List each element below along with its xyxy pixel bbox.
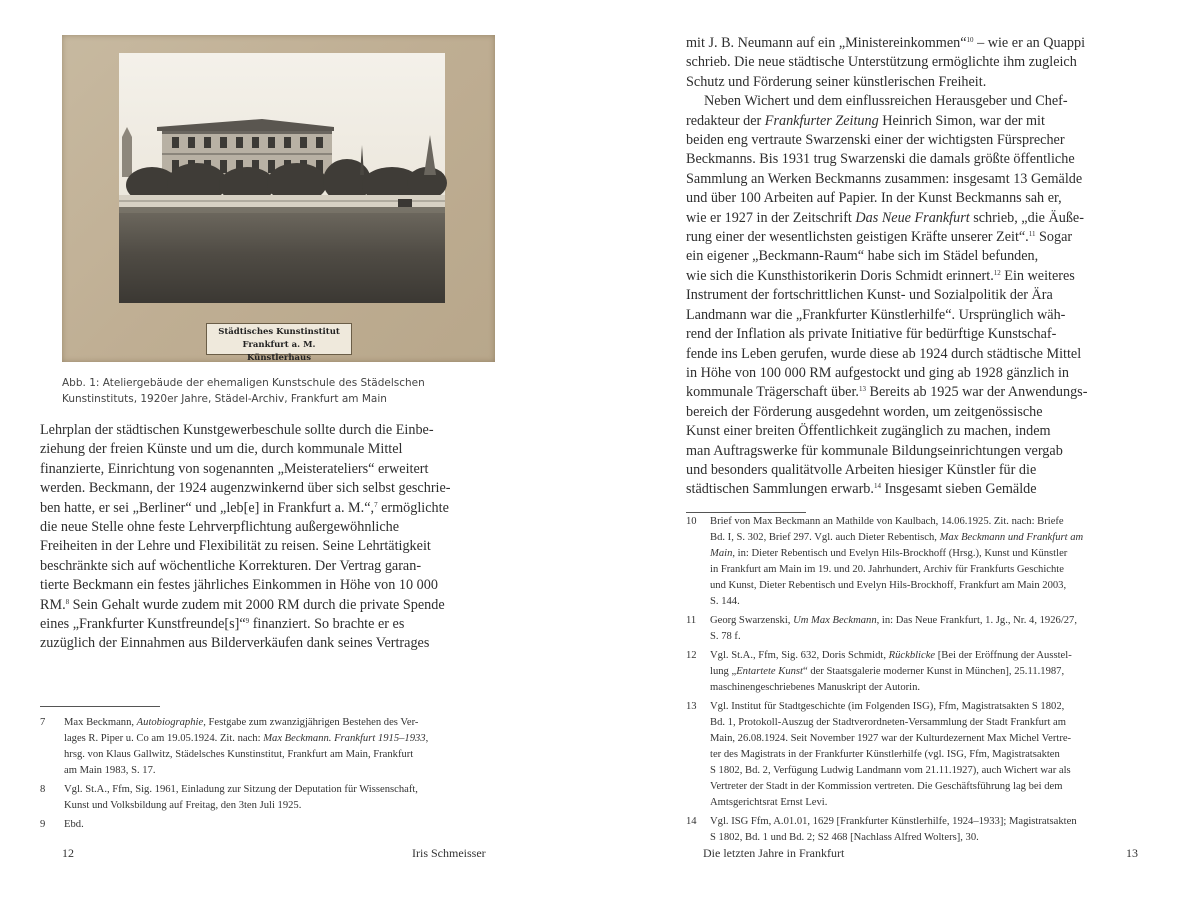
footnote-number: 9 (40, 819, 46, 830)
footnote-10 (686, 514, 1158, 610)
footnote-line: Main, 26.08.1924. Seit November 1927 war der Kulturdezernent Max Michel Vertre- (710, 733, 1072, 744)
italic-run: Um Max Beckmann (793, 615, 877, 626)
text-run: ben hatte, er sei „Berliner“ und „leb[e] in Frankfurt a. M.“, (40, 499, 375, 516)
text-run: Max Beckmann, (64, 717, 137, 728)
photo-label-line2: Künstlerhaus (246, 353, 312, 363)
text-line: Kunst einer breiten Öffentlichkeit zugänglich zu machen, indem (686, 423, 1051, 440)
footnote-ref-11[interactable]: 11 (1028, 230, 1036, 239)
text-line: finanzierte, Einrichtung von sogenannten „Meisterateliers“ erweitert (40, 460, 429, 477)
text-line: und über 100 Arbeiten auf Papier. In der Kunst Beckmanns sah er, (686, 190, 1062, 207)
footnote-ref-7[interactable]: 7 (374, 500, 378, 509)
footnote-divider (40, 706, 160, 707)
photo-label-line1: Städtisches Kunstinstitut Frankfurt a. M. (218, 327, 340, 350)
text-run: wie er 1927 in der Zeitschrift (686, 209, 856, 226)
text-line: tierte Beckmann ein festes jährliches Einkommen in Höhe von 10 000 (40, 577, 438, 594)
text-line: bereich der Förderung ausgedehnt worden, um zeitgenössische (686, 403, 1043, 420)
figure-caption (62, 375, 482, 407)
text-run: Bereits ab 1925 war der Anwendungs- (865, 384, 1088, 401)
text-run: finanziert. So brachte er es (249, 616, 405, 633)
text-run: Heinrich Simon, war der mit (878, 112, 1045, 129)
text-run: lung „ (710, 666, 737, 677)
text-run: RM. (40, 596, 66, 613)
text-run: Insgesamt sieben Gemälde (880, 481, 1037, 498)
footnote-number: 14 (686, 816, 697, 827)
right-body-text (686, 34, 1156, 500)
footnote-8 (40, 782, 520, 814)
text-run: “ der Staatsgalerie moderner Kunst in München], 25.11.1987, (802, 666, 1065, 677)
text-line (686, 112, 1156, 131)
caption-line: Kunstinstituts, 1920er Jahre, Städel-Archiv, Frankfurt am Main (62, 393, 387, 405)
footnote-ref-14[interactable]: 14 (873, 482, 881, 491)
text-run: Georg Swarzenski, (710, 615, 794, 626)
photo-label-card (206, 323, 352, 363)
text-line (686, 267, 1156, 286)
footnote-line (710, 648, 1158, 664)
footnote-number: 13 (686, 701, 697, 712)
footnote-line: hrsg. von Klaus Gallwitz, Städelsches Kunstinstitut, Frankfurt am Main, Frankfurt (64, 749, 414, 760)
footnote-9 (40, 817, 520, 833)
footnote-ref-8[interactable]: 8 (65, 597, 70, 606)
text-run: – wie er an Quappi (973, 35, 1086, 51)
page-number-right: 13 (1126, 846, 1138, 860)
text-line: Sammlung an Werken Beckmanns zusammen: insgesamt 13 Gemälde (686, 170, 1083, 187)
text-line: Beckmanns. Bis 1931 trug Swarzenski die damals größte öffentliche (686, 151, 1075, 168)
text-run: eines „Frankfurter Kunstfreunde[s]“ (40, 616, 246, 633)
text-run: kommunale Trägerschaft über. (686, 384, 859, 401)
text-run: mit J. B. Neumann auf ein „Ministereinkommen“ (686, 35, 967, 51)
footnote-line: S 1802, Bd. 2, Verfügung Ludwig Landmann vom 21.11.1927), auch Wichert war als (710, 765, 1071, 776)
footnote-line: Ebd. (64, 819, 84, 830)
footnote-number: 7 (40, 717, 46, 728)
text-line (686, 228, 1156, 247)
footnote-line (710, 546, 1158, 562)
text-line: Landmann war die „Frankfurter Künstlerhilfe“. Ursprünglich wäh- (686, 306, 1066, 323)
footnote-line: Kunst und Volksbildung auf Freitag, den 3ten Juli 1925. (64, 800, 302, 811)
right-footnotes (686, 514, 1158, 849)
historic-photograph (62, 35, 495, 362)
left-body-text (40, 421, 520, 654)
footnote-line: Vertreter der Stadt in der Kommission vertreten. Die Geschäftsführung lag bei dem (710, 781, 1063, 792)
italic-run: Main (710, 548, 733, 559)
text-line (686, 34, 1156, 53)
text-run: städtischen Sammlungen erwarb. (686, 481, 874, 498)
text-run: Vgl. St.A., Ffm, Sig. 632, Doris Schmidt, (710, 650, 889, 661)
text-line: und besonders qualitätvolle Arbeiten hiesiger Künstler für die (686, 461, 1037, 478)
footnote-line: am Main 1983, S. 17. (64, 765, 156, 776)
footnote-number: 11 (686, 615, 697, 626)
text-line: schrieb. Die neue städtische Unterstützung ermöglichte ihm zugleich (686, 54, 1077, 71)
footnote-ref-13[interactable]: 13 (858, 385, 866, 394)
italic-run: Entartete Kunst (736, 666, 803, 677)
footnote-11 (686, 613, 1158, 645)
footnote-line: S. 144. (710, 596, 740, 607)
italic-run: Max Beckmann. Frankfurt 1915–1933 (263, 733, 426, 744)
text-line: ziehung der freien Künste und um die, durch kommunale Mittel (40, 441, 403, 458)
text-line: Instrument der fortschrittlichen Kunst- und Sozialpolitik der Ära (686, 287, 1053, 304)
footnote-line: S. 78 f. (710, 631, 741, 642)
text-run: wie sich die Kunsthistorikerin Doris Schmidt erinnert. (686, 267, 994, 284)
footnote-line: Vgl. St.A., Ffm, Sig. 1961, Einladung zur Sitzung der Deputation für Wissenschaft, (64, 784, 418, 795)
footnote-line: maschinengeschriebenes Manuskript der Autorin. (710, 682, 921, 693)
footnote-12 (686, 648, 1158, 696)
text-line: Schutz und Förderung seiner künstlerischen Freiheit. (686, 73, 987, 90)
footnote-line: Vgl. Institut für Stadtgeschichte (im Folgenden ISG), Ffm, Magistratsakten S 1802, (710, 701, 1065, 712)
text-run: redakteur der (686, 112, 765, 129)
text-run: [Bei der Eröffnung der Ausstel- (935, 650, 1072, 661)
text-line: ein eigener „Beckmann-Raum“ habe sich im Städel befunden, (686, 248, 1039, 265)
text-run: , (425, 733, 429, 744)
text-line: die neue Stelle ohne feste Lehrverpflichtung außergewöhnliche (40, 519, 400, 536)
footnote-line: ter des Magistrats in der Frankfurter Künstlerhilfe (vgl. ISG, Ffm, Magistratsakten (710, 749, 1060, 760)
running-head-right: Die letzten Jahre in Frankfurt (703, 846, 845, 860)
text-run: Ein weiteres (1000, 267, 1075, 284)
footnote-line: Brief von Max Beckmann an Mathilde von Kaulbach, 14.06.1925. Zit. nach: Briefe (710, 516, 1064, 527)
footnote-line (710, 613, 1158, 629)
text-line: beiden eng vertraute Swarzenski einer der wichtigsten Fürsprecher (686, 132, 1065, 149)
text-line: Neben Wichert und dem einflussreichen Herausgeber und Chef- (704, 93, 1068, 110)
text-line (40, 596, 520, 615)
footnote-7 (40, 715, 520, 779)
footnote-number: 12 (686, 650, 697, 661)
photo-art (62, 35, 495, 362)
footnote-ref-12[interactable]: 12 (993, 268, 1001, 277)
footnote-number: 8 (40, 784, 46, 795)
text-line: man Auftragswerke für kommunale Bildungseinrichtungen vergab (686, 442, 1063, 459)
text-run: lages R. Piper u. Co am 19.05.1924. Zit. nach: (64, 733, 264, 744)
footnote-line: Vgl. ISG Ffm, A.01.01, 1629 [Frankfurter Künstlerhilfe, 1924–1933]; Magistratsakten (710, 816, 1077, 827)
italic-run: Frankfurter Zeitung (764, 112, 879, 129)
text-run: ermöglichte (377, 499, 449, 516)
text-line (686, 383, 1156, 402)
footnote-line (710, 664, 1158, 680)
left-footnotes (40, 715, 520, 836)
text-run: Sein Gehalt wurde zudem mit 2000 RM durch die private Spende (69, 596, 445, 613)
text-run: , Festgabe zum zwanzigjährigen Bestehen des Ver- (203, 717, 419, 728)
footnote-ref-10[interactable]: 10 (966, 36, 974, 44)
text-run: , in: Das Neue Frankfurt, 1. Jg., Nr. 4, 1926/27, (876, 615, 1078, 626)
footnote-14 (686, 814, 1158, 846)
text-line (686, 209, 1156, 228)
text-line (40, 499, 520, 518)
text-line: fende ins Leben gerufen, wurde diese ab 1924 durch städtische Mittel (686, 345, 1082, 362)
text-line: Freiheiten in der Lehre und Flexibilität zu reisen. Seine Lehrtätigkeit (40, 538, 431, 555)
italic-run: Rückblicke (888, 650, 936, 661)
text-run: schrieb, „die Äuße- (969, 209, 1084, 226)
text-line (686, 480, 1156, 499)
footnote-number: 10 (686, 516, 697, 527)
footnote-line: S 1802, Bd. 1 und Bd. 2; S2 468 [Nachlass Alfred Wolters], 30. (710, 832, 979, 843)
text-line (40, 615, 520, 634)
page-number-left: 12 (62, 846, 74, 860)
footnote-divider (686, 512, 806, 513)
italic-run: Max Beckmann und Frankfurt am (939, 532, 1084, 543)
text-run: Bd. I, S. 302, Brief 297. Vgl. auch Dieter Rebentisch, (710, 532, 940, 543)
text-line: Lehrplan der städtischen Kunstgewerbeschule sollte durch die Einbe- (40, 422, 434, 438)
footnote-line: in Frankfurt am Main im 19. und 20. Jahrhundert, Archiv für Frankfurts Geschichte (710, 564, 1064, 575)
text-line: werden. Beckmann, der 1924 augenzwinkernd über sich selbst geschrie- (40, 480, 451, 497)
caption-line: Abb. 1: Ateliergebäude der ehemaligen Kunstschule des Städelschen (62, 377, 425, 389)
footnote-line (64, 731, 520, 747)
footnote-line: und Kunst, Dieter Rebentisch und Evelyn Hils-Brockhoff, Frankfurt am Main 2003, (710, 580, 1067, 591)
text-line: beschränkte sich auf wöchentliche Korrekturen. Der Vertrag garan- (40, 557, 422, 574)
footnote-line (710, 530, 1158, 546)
footnote-13 (686, 699, 1158, 811)
footnote-line (64, 715, 520, 731)
footnote-line: Amtsgerichtsrat Ernst Levi. (710, 797, 828, 808)
footnote-line: Bd. 1, Protokoll-Auszug der Stadtverordneten-Versammlung der Stadt Frankfurt am (710, 717, 1066, 728)
text-line: rend der Inflation als private Initiative für bedürftige Kunstschaf- (686, 326, 1057, 343)
running-head-left: Iris Schmeisser (412, 846, 486, 860)
text-line: zuzüglich der Einnahmen aus Bilderverkäufen dank seines Vertrages (40, 635, 430, 652)
footnote-ref-9[interactable]: 9 (245, 617, 250, 626)
italic-run: Autobiographie (136, 717, 204, 728)
text-run: Sogar (1035, 229, 1073, 246)
text-line: in Höhe von 100 000 RM aufgestockt und ging ab 1928 gänzlich in (686, 364, 1070, 381)
italic-run: Das Neue Frankfurt (855, 209, 970, 226)
text-run: rung einer der wesentlichsten geistigen Kräfte unserer Zeit“. (686, 229, 1029, 246)
text-run: , in: Dieter Rebentisch und Evelyn Hils-Brockhoff (Hrsg.), Kunst und Künstler (732, 548, 1068, 559)
